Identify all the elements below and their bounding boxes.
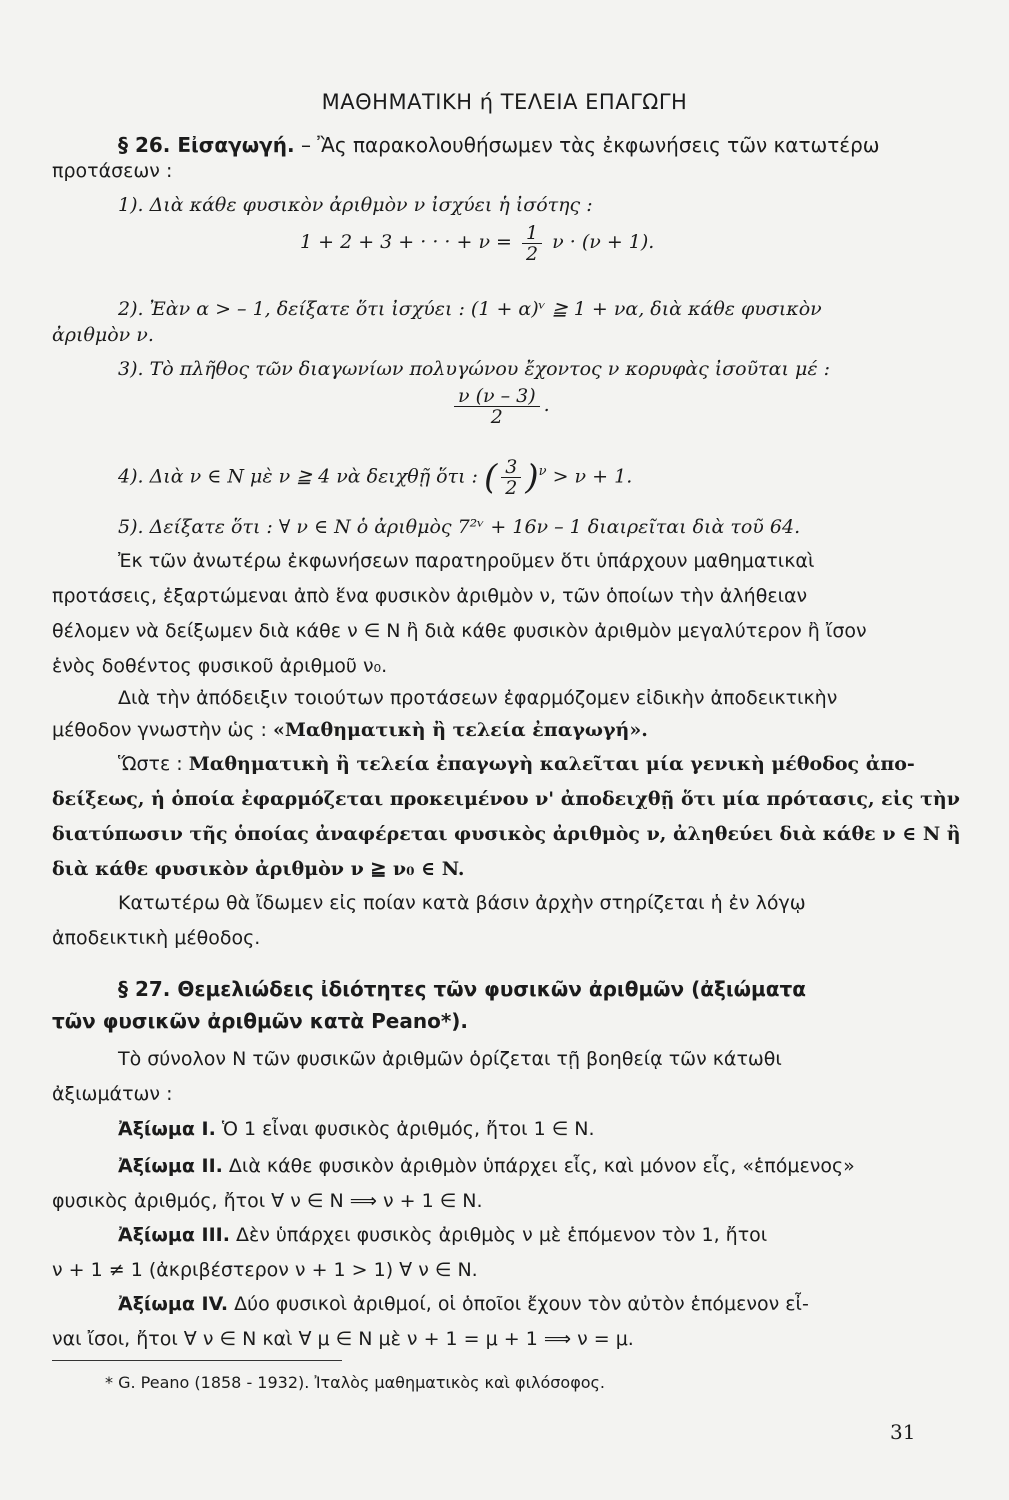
- definition-line-2: δείξεως, ἡ ὁποία ἐφαρμόζεται προκειμένου ν' ἀποδειχθῇ ὅτι μία πρότασις, εἰς τὴν: [52, 788, 960, 810]
- footnote-divider: [52, 1360, 342, 1361]
- section-26-heading: § 26. Εἰσαγωγή.: [118, 133, 295, 157]
- axiom-3-label: Ἀξίωμα III.: [118, 1224, 230, 1246]
- formula-period: .: [543, 394, 550, 416]
- axiom-4-text: Δύο φυσικοὶ ἀριθμοί, οἱ ὁποῖοι ἔχουν τὸν αὐτὸν ἑπόμενον εἶ-: [228, 1293, 809, 1315]
- paragraph-2-text: μέθοδον γνωστὴν ὡς :: [52, 719, 273, 741]
- exponent: ν: [538, 464, 547, 479]
- proposition-4-right: > ν + 1.: [552, 465, 633, 488]
- section-26-line: [118, 132, 880, 158]
- section-27-intro-cont: ἀξιωμάτων :: [52, 1083, 173, 1105]
- formula-sum-right: ν · (ν + 1).: [552, 231, 655, 253]
- proposition-3-formula: [450, 385, 550, 427]
- paragraph-2-line-2: [52, 717, 648, 743]
- axiom-4: [118, 1291, 809, 1317]
- paragraph-3-line-1: Κατωτέρω θὰ ἴδωμεν εἰς ποίαν κατὰ βάσιν ἀρχὴν στηρίζεται ἡ ἐν λόγῳ: [118, 892, 806, 914]
- definition-line-3: διατύπωσιν τῆς ὁποίας ἀναφέρεται φυσικὸς ἀριθμὸς ν, ἀληθεύει διὰ κάθε ν ∈ N ἢ: [52, 823, 961, 845]
- fraction-one-half: [522, 223, 542, 264]
- fraction-diagonals: [454, 386, 540, 427]
- axiom-3-text: Δὲν ὑπάρχει φυσικὸς ἀριθμὸς ν μὲ ἑπόμενον τὸν 1, ἤτοι: [229, 1224, 768, 1246]
- formula-sum-left: 1 + 2 + 3 + · · · + ν =: [300, 231, 512, 253]
- proposition-4-text: 4). Διὰ ν ∈ N μὲ ν ≧ 4 νὰ δειχθῇ ὅτι :: [118, 465, 478, 488]
- proposition-3: 3). Τὸ πλῆθος τῶν διαγωνίων πολυγώνου ἔχοντος ν κορυφὰς ἰσοῦται μέ :: [118, 358, 830, 380]
- section-26-intro: – Ἂς παρακολουθήσωμεν τὰς ἐκφωνήσεις τῶν κατωτέρω: [294, 133, 880, 157]
- definition-lead: Ὥστε :: [118, 753, 189, 775]
- page-title: ΜΑΘΗΜΑΤΙΚΗ ή ΤΕΛΕΙΑ ΕΠΑΓΩΓΗ: [321, 90, 688, 114]
- axiom-1-label: Ἀξίωμα I.: [118, 1118, 216, 1140]
- page-number: 31: [890, 1420, 916, 1444]
- fraction-denominator: 2: [505, 476, 518, 499]
- definition-text: Μαθηματικὴ ἢ τελεία ἐπαγωγὴ καλεῖται μία γενικὴ μέθοδος ἀπο-: [188, 753, 915, 775]
- fraction-numerator: ν (ν – 3): [454, 386, 540, 407]
- fraction-numerator: 1: [522, 223, 542, 244]
- proposition-2: 2). Ἐὰν α > – 1, δείξατε ὅτι ἰσχύει : (1 + α)ᵛ ≧ 1 + να, διὰ κάθε φυσικὸν: [118, 298, 822, 320]
- paragraph-3-line-2: ἀποδεικτικὴ μέθοδος.: [52, 927, 261, 949]
- axiom-4-label: Ἀξίωμα IV.: [118, 1293, 229, 1315]
- section-26-intro-cont: προτάσεων :: [52, 160, 173, 182]
- proposition-4: [118, 448, 632, 501]
- definition-line-4: διὰ κάθε φυσικὸν ἀριθμὸν ν ≧ ν₀ ∈ N.: [52, 858, 465, 880]
- axiom-1-text: Ὁ 1 εἶναι φυσικὸς ἀριθμός, ἤτοι 1 ∈ N.: [215, 1118, 595, 1140]
- fraction-denominator: 2: [490, 405, 503, 428]
- left-paren: (: [484, 457, 498, 498]
- proposition-1: 1). Διὰ κάθε φυσικὸν ἀριθμὸν ν ἰσχύει ἡ ἰσότης :: [118, 194, 593, 216]
- proposition-1-formula: [300, 222, 654, 264]
- right-paren: ): [525, 457, 539, 498]
- paragraph-1-line-1: Ἐκ τῶν ἀνωτέρω ἐκφωνήσεων παρατηροῦμεν ὅτι ὑπάρχουν μαθηματικαὶ: [118, 550, 815, 572]
- axiom-1: [118, 1116, 595, 1142]
- axiom-2: [118, 1153, 855, 1179]
- section-27-heading-cont: τῶν φυσικῶν ἀριθμῶν κατὰ Peano*).: [52, 1009, 469, 1033]
- axiom-4-cont: ναι ἴσοι, ἤτοι ∀ ν ∈ N καὶ ∀ μ ∈ N μὲ ν + 1 = μ + 1 ⟹ ν = μ.: [52, 1328, 634, 1350]
- paragraph-1-line-2: προτάσεις, ἐξαρτώμεναι ἀπὸ ἕνα φυσικὸν ἀριθμὸν ν, τῶν ὁποίων τὴν ἀλήθειαν: [52, 585, 808, 607]
- section-27-intro: Τὸ σύνολον N τῶν φυσικῶν ἀριθμῶν ὁρίζεται τῇ βοηθείᾳ τῶν κάτωθι: [118, 1048, 782, 1070]
- proposition-5: 5). Δείξατε ὅτι : ∀ ν ∈ N ὁ ἀριθμὸς 7²ᵛ + 16ν – 1 διαιρεῖται διὰ τοῦ 64.: [118, 516, 801, 538]
- axiom-2-text: Διὰ κάθε φυσικὸν ἀριθμὸν ὑπάρχει εἷς, καὶ μόνον εἷς, «ἑπόμενος»: [222, 1155, 855, 1177]
- paragraph-1-line-4: ἑνὸς δοθέντος φυσικοῦ ἀριθμοῦ ν₀.: [52, 655, 388, 677]
- axiom-3-cont: ν + 1 ≠ 1 (ἀκριβέστερον ν + 1 > 1) ∀ ν ∈ N.: [52, 1259, 478, 1281]
- paragraph-2-line-1: Διὰ τὴν ἀπόδειξιν τοιούτων προτάσεων ἐφαρμόζομεν εἰδικὴν ἀποδεικτικὴν: [118, 687, 838, 709]
- fraction-three-halves: [501, 457, 521, 498]
- axiom-3: [118, 1222, 767, 1248]
- fraction-denominator: 2: [526, 242, 539, 265]
- proposition-2-cont: ἀριθμὸν ν.: [52, 324, 154, 346]
- axiom-2-label: Ἀξίωμα II.: [118, 1155, 223, 1177]
- section-27-heading: § 27. Θεμελιώδεις ἰδιότητες τῶν φυσικῶν ἀριθμῶν (ἀξιώματα: [118, 977, 806, 1001]
- fraction-numerator: 3: [501, 457, 521, 478]
- footnote: * G. Peano (1858 - 1932). Ἰταλὸς μαθηματικὸς καὶ φιλόσοφος.: [105, 1373, 606, 1392]
- axiom-2-cont: φυσικὸς ἀριθμός, ἤτοι ∀ ν ∈ N ⟹ ν + 1 ∈ N.: [52, 1190, 483, 1212]
- paragraph-1-line-3: θέλομεν νὰ δείξωμεν διὰ κάθε ν ∈ N ἢ διὰ κάθε φυσικὸν ἀριθμὸν μεγαλύτερον ἢ ἴσον: [52, 620, 867, 642]
- definition-line-1: [118, 751, 915, 777]
- method-name: «Μαθηματικὴ ἢ τελεία ἐπαγωγή».: [273, 719, 648, 741]
